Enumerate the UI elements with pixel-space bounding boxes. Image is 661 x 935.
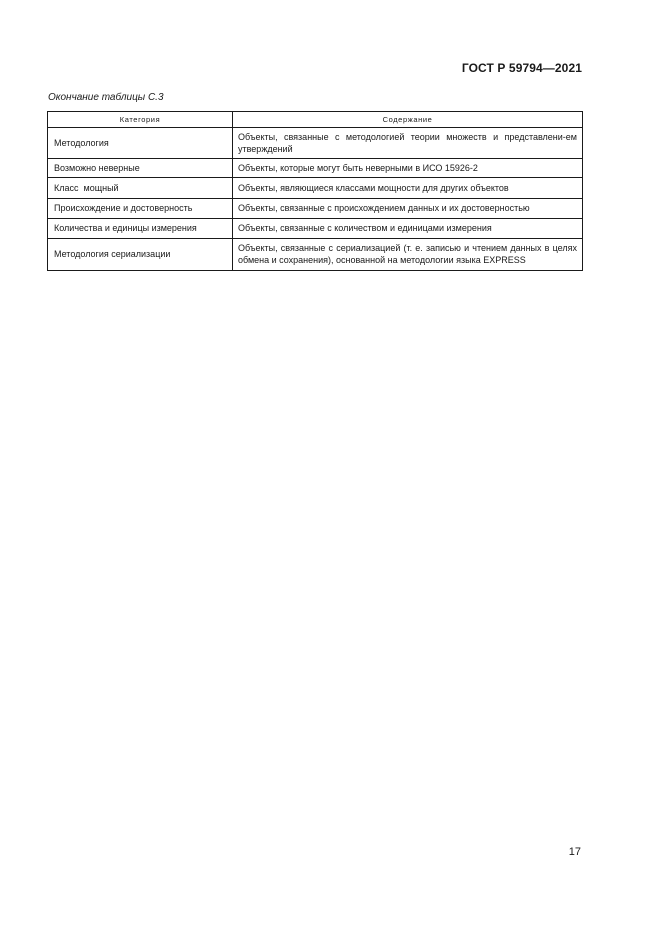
standard-id: ГОСТ Р 59794—2021: [461, 61, 582, 75]
content-cell: Объекты, связанные с происхождением данных и их достоверностью: [233, 199, 583, 219]
table-row: [48, 128, 583, 159]
table-caption: Окончание таблицы С.3: [48, 92, 164, 103]
table-row: [48, 199, 583, 219]
page-number: 17: [568, 846, 581, 858]
table-row: [48, 219, 583, 239]
content-cell: Объекты, связанные с сериализацией (т. е. записью и чтением данных в целях обмена и сохранения), основанной на методологии языка EXPRESS: [233, 239, 583, 271]
column-header-content: Содержание: [233, 112, 583, 128]
column-header-category: Категория: [48, 112, 233, 128]
category-cell: Класс мощный: [48, 178, 233, 199]
category-cell: Количества и единицы измерения: [48, 219, 233, 239]
category-table: [47, 111, 583, 271]
category-cell: Возможно неверные: [48, 159, 233, 178]
content-cell: Объекты, являющиеся классами мощности для других объектов: [233, 178, 583, 199]
table-row: [48, 239, 583, 271]
category-cell: Происхождение и достоверность: [48, 199, 233, 219]
table-header-row: [48, 112, 583, 128]
content-cell: Объекты, связанные с количеством и единицами измерения: [233, 219, 583, 239]
content-cell: Объекты, связанные с методологией теории множеств и представлени-ем утверждений: [233, 128, 583, 159]
table-row: [48, 178, 583, 199]
content-cell: Объекты, которые могут быть неверными в ИСО 15926-2: [233, 159, 583, 178]
category-cell: Методология: [48, 128, 233, 159]
table-row: [48, 159, 583, 178]
category-cell: Методология сериализации: [48, 239, 233, 271]
